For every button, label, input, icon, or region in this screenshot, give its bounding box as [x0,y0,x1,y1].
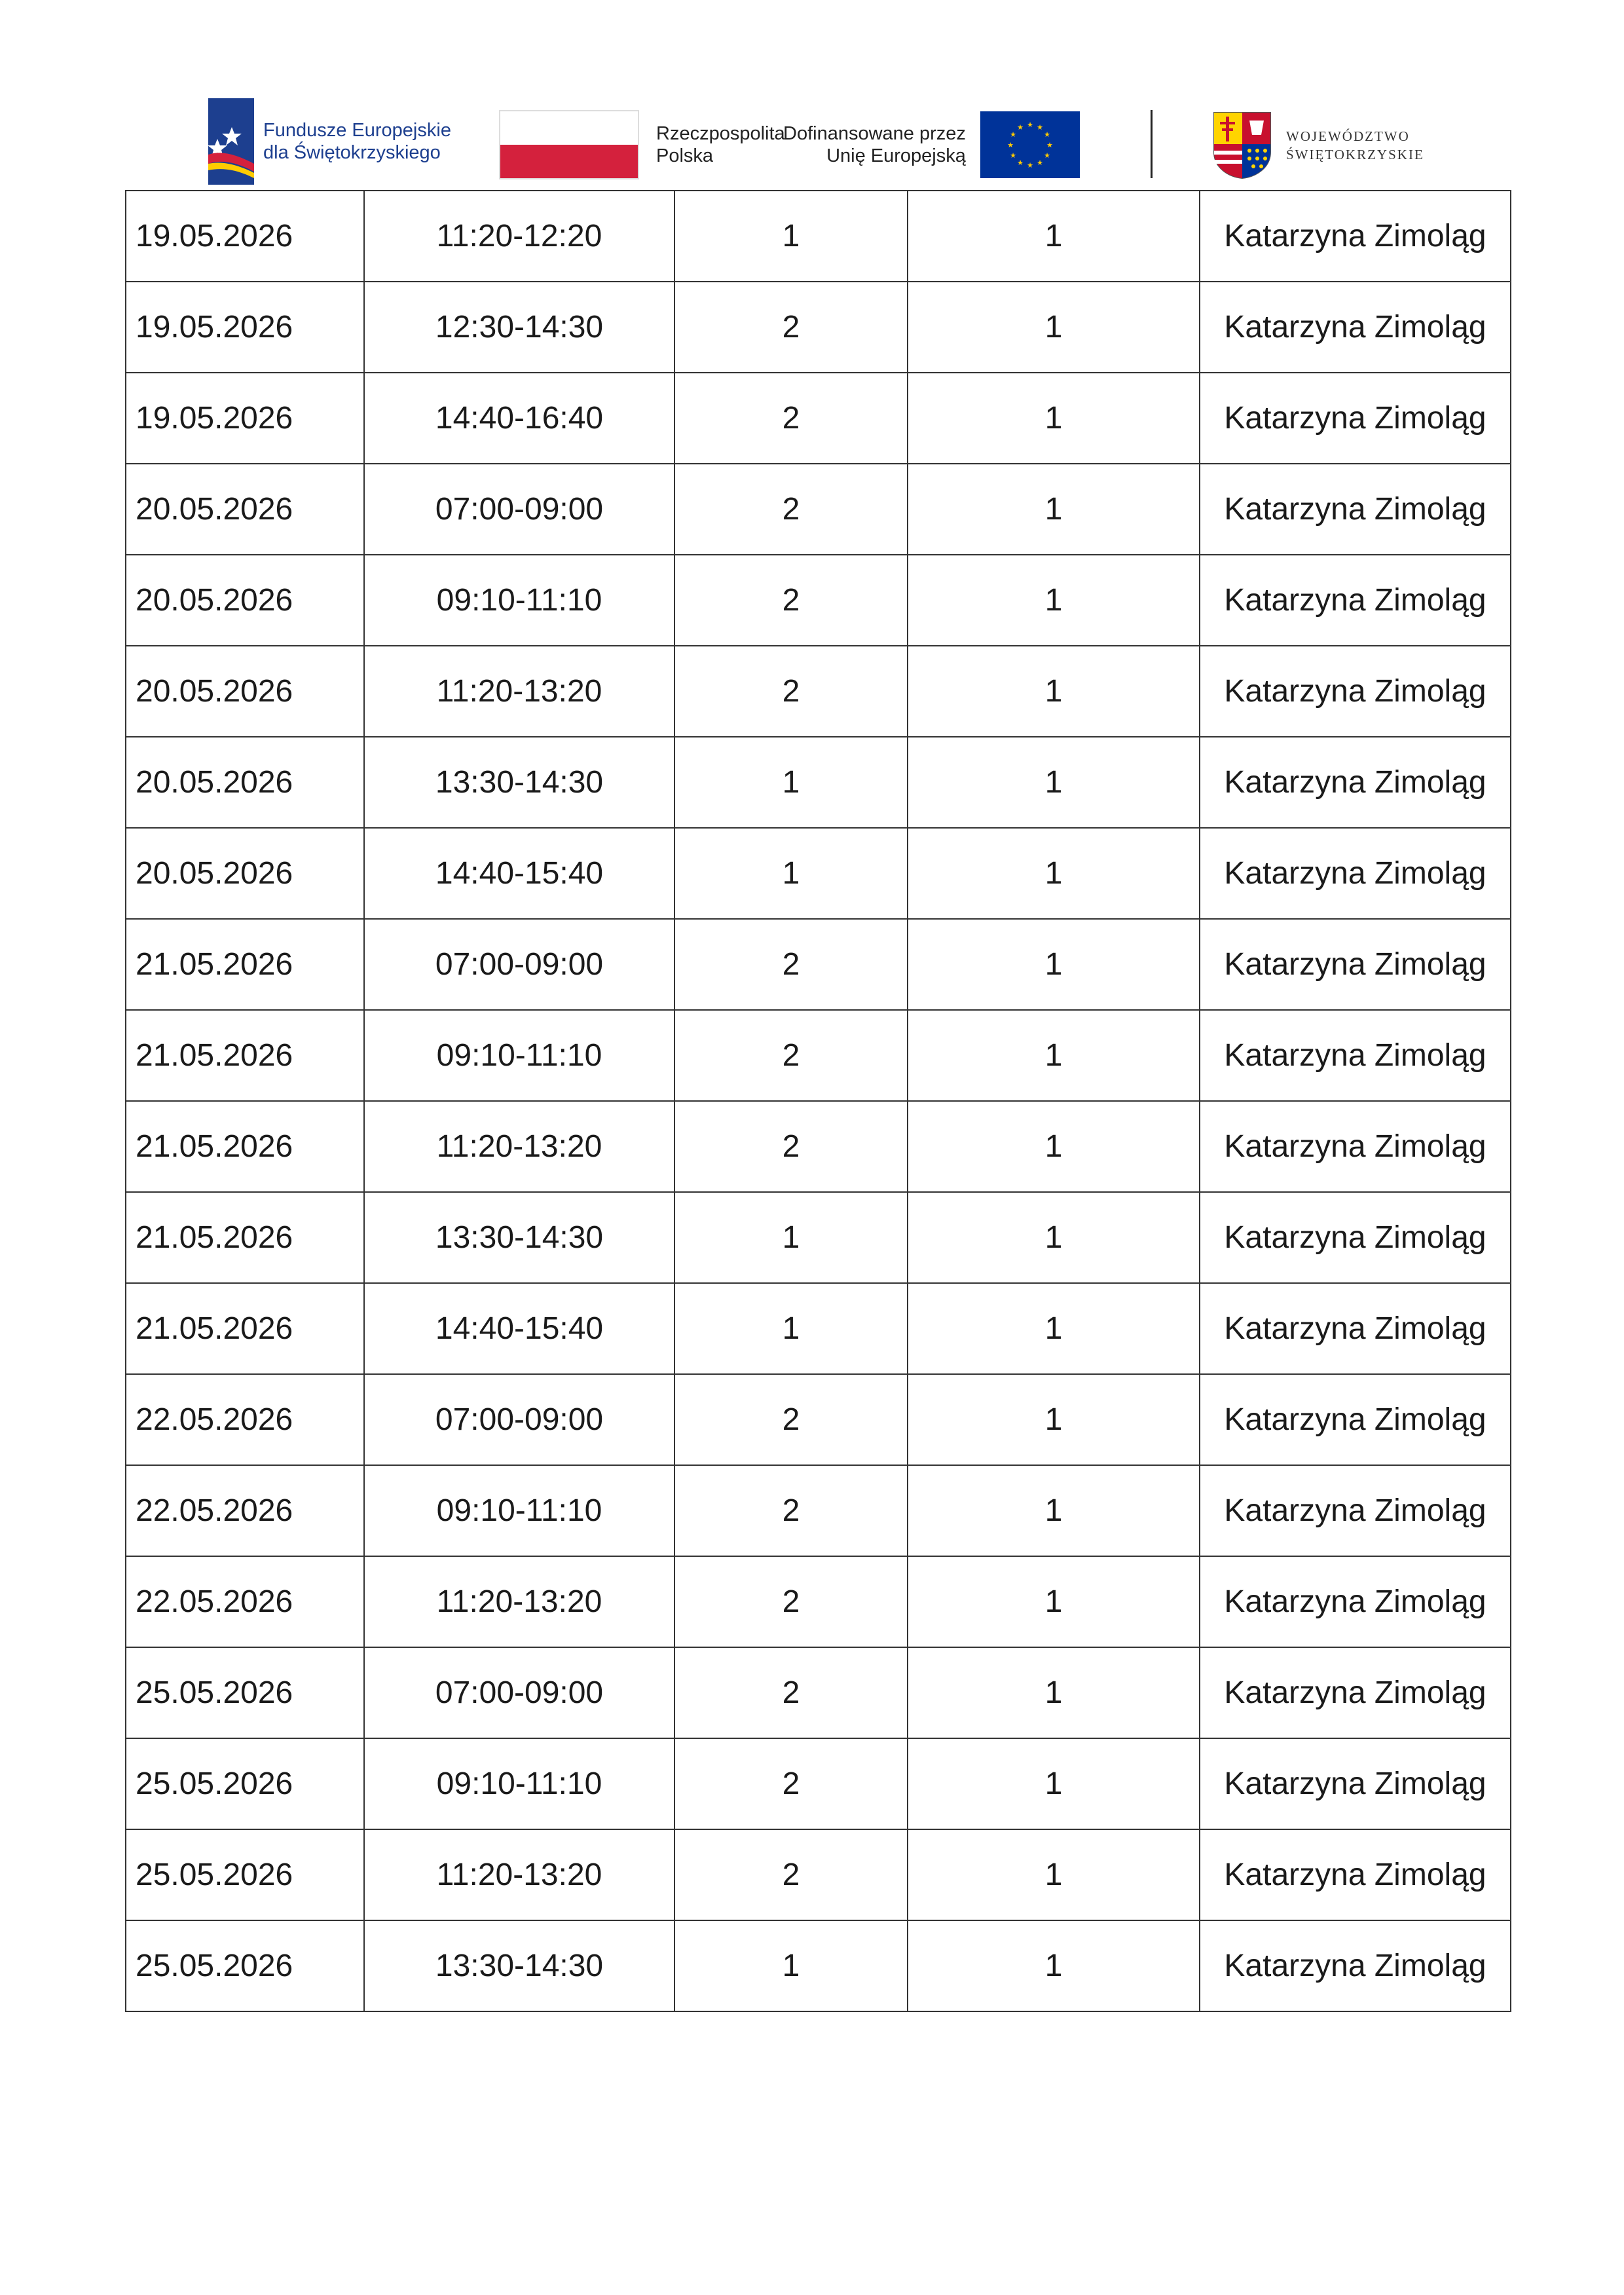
teacher-name-cell: Katarzyna Zimoląg [1200,1101,1511,1192]
coat-of-arms-icon [1213,111,1272,179]
svg-text:★: ★ [1036,123,1043,132]
ue-line-2: Unię Europejską [826,145,966,166]
time-range-cell: 11:20-13:20 [364,1829,674,1920]
teacher-name-cell: Katarzyna Zimoląg [1200,373,1511,464]
group-cell: 1 [908,919,1200,1010]
svg-text:★: ★ [1043,130,1050,139]
svg-text:★: ★ [1016,159,1024,167]
table-row [126,373,1511,464]
date-cell: 22.05.2026 [126,1556,364,1647]
time-range-cell: 13:30-14:30 [364,1920,674,2011]
date-cell: 22.05.2026 [126,1374,364,1465]
svg-text:★: ★ [1046,141,1053,149]
group-cell: 1 [908,1465,1200,1556]
hours-cell: 2 [674,1010,908,1101]
table-row [126,282,1511,373]
time-range-cell: 11:20-13:20 [364,646,674,737]
sw-text [1286,127,1424,164]
group-cell: 1 [908,464,1200,555]
teacher-name-cell: Katarzyna Zimoląg [1200,1738,1511,1829]
table-row [126,646,1511,737]
teacher-name-cell: Katarzyna Zimoląg [1200,737,1511,828]
date-cell: 25.05.2026 [126,1738,364,1829]
teacher-name-cell: Katarzyna Zimoląg [1200,828,1511,919]
date-cell: 20.05.2026 [126,646,364,737]
group-cell: 1 [908,828,1200,919]
hours-cell: 2 [674,1101,908,1192]
table-row [126,1920,1511,2011]
hours-cell: 2 [674,282,908,373]
date-cell: 20.05.2026 [126,828,364,919]
date-cell: 21.05.2026 [126,1283,364,1374]
svg-text:★: ★ [1006,141,1014,149]
rzeczpospolita-polska-logo [499,110,785,179]
group-cell: 1 [908,1556,1200,1647]
svg-text:★: ★ [1009,130,1016,139]
hours-cell: 2 [674,1465,908,1556]
group-cell: 1 [908,1920,1200,2011]
polish-flag-icon [499,110,639,179]
group-cell: 1 [908,1192,1200,1283]
teacher-name-cell: Katarzyna Zimoląg [1200,919,1511,1010]
fundusze-europejskie-logo [208,98,451,185]
group-cell: 1 [908,1374,1200,1465]
group-cell: 1 [908,737,1200,828]
teacher-name-cell: Katarzyna Zimoląg [1200,282,1511,373]
ue-line-1: Dofinansowane przez [783,123,966,144]
hours-cell: 2 [674,464,908,555]
time-range-cell: 07:00-09:00 [364,464,674,555]
table-row [126,464,1511,555]
date-cell: 19.05.2026 [126,373,364,464]
schedule-table-body [126,191,1511,2011]
rp-line-2: Polska [656,145,714,166]
group-cell: 1 [908,1738,1200,1829]
teacher-name-cell: Katarzyna Zimoląg [1200,464,1511,555]
svg-text:★: ★ [1036,159,1043,167]
time-range-cell: 11:20-13:20 [364,1101,674,1192]
hours-cell: 2 [674,1374,908,1465]
table-row [126,1829,1511,1920]
table-row [126,919,1511,1010]
table-row [126,1465,1511,1556]
group-cell: 1 [908,1101,1200,1192]
table-row [126,1101,1511,1192]
date-cell: 20.05.2026 [126,464,364,555]
table-row [126,737,1511,828]
hours-cell: 2 [674,1829,908,1920]
time-range-cell: 09:10-11:10 [364,555,674,646]
time-range-cell: 14:40-15:40 [364,828,674,919]
hours-cell: 2 [674,1556,908,1647]
hours-cell: 2 [674,646,908,737]
date-cell: 21.05.2026 [126,1101,364,1192]
rp-text [656,122,785,167]
svg-text:★: ★ [1026,121,1033,129]
hours-cell: 2 [674,1647,908,1738]
ue-text [783,122,980,167]
table-row [126,828,1511,919]
time-range-cell: 11:20-12:20 [364,191,674,282]
hours-cell: 1 [674,191,908,282]
unia-europejska-logo [783,111,1080,178]
table-row [126,1283,1511,1374]
hours-cell: 1 [674,828,908,919]
teacher-name-cell: Katarzyna Zimoląg [1200,1283,1511,1374]
group-cell: 1 [908,1010,1200,1101]
time-range-cell: 13:30-14:30 [364,737,674,828]
time-range-cell: 07:00-09:00 [364,1374,674,1465]
time-range-cell: 11:20-13:20 [364,1556,674,1647]
hours-cell: 2 [674,1738,908,1829]
time-range-cell: 09:10-11:10 [364,1010,674,1101]
date-cell: 21.05.2026 [126,1192,364,1283]
teacher-name-cell: Katarzyna Zimoląg [1200,555,1511,646]
group-cell: 1 [908,373,1200,464]
date-cell: 25.05.2026 [126,1920,364,2011]
time-range-cell: 07:00-09:00 [364,919,674,1010]
hours-cell: 1 [674,1920,908,2011]
date-cell: 20.05.2026 [126,737,364,828]
hours-cell: 2 [674,555,908,646]
fe-star-emblem-icon [208,98,254,185]
fe-text [263,119,451,164]
sw-line-1: WOJEWÓDZTWO [1286,128,1410,144]
svg-text:★: ★ [1026,161,1033,170]
time-range-cell: 12:30-14:30 [364,282,674,373]
svg-text:★: ★ [1016,123,1024,132]
date-cell: 21.05.2026 [126,919,364,1010]
date-cell: 21.05.2026 [126,1010,364,1101]
eu-flag-icon [980,111,1080,178]
date-cell: 25.05.2026 [126,1647,364,1738]
funding-logos-header [0,0,1624,190]
svg-text:★: ★ [1009,151,1016,160]
schedule-table [125,190,1511,2012]
teacher-name-cell: Katarzyna Zimoląg [1200,1010,1511,1101]
rp-line-1: Rzeczpospolita [656,123,785,144]
time-range-cell: 09:10-11:10 [364,1465,674,1556]
teacher-name-cell: Katarzyna Zimoląg [1200,646,1511,737]
time-range-cell: 07:00-09:00 [364,1647,674,1738]
table-row [126,1010,1511,1101]
date-cell: 19.05.2026 [126,191,364,282]
group-cell: 1 [908,1829,1200,1920]
table-row [126,1192,1511,1283]
date-cell: 25.05.2026 [126,1829,364,1920]
logo-separator [1151,110,1153,178]
teacher-name-cell: Katarzyna Zimoląg [1200,1374,1511,1465]
date-cell: 19.05.2026 [126,282,364,373]
table-row [126,555,1511,646]
group-cell: 1 [908,282,1200,373]
teacher-name-cell: Katarzyna Zimoląg [1200,1829,1511,1920]
table-row [126,191,1511,282]
group-cell: 1 [908,555,1200,646]
date-cell: 20.05.2026 [126,555,364,646]
date-cell: 22.05.2026 [126,1465,364,1556]
group-cell: 1 [908,1647,1200,1738]
table-row [126,1556,1511,1647]
table-row [126,1374,1511,1465]
teacher-name-cell: Katarzyna Zimoląg [1200,1647,1511,1738]
table-row [126,1647,1511,1738]
time-range-cell: 09:10-11:10 [364,1738,674,1829]
sw-line-2: ŚWIĘTOKRZYSKIE [1286,147,1424,162]
fe-line-2: dla Świętokrzyskiego [263,142,441,163]
teacher-name-cell: Katarzyna Zimoląg [1200,1556,1511,1647]
hours-cell: 1 [674,1283,908,1374]
teacher-name-cell: Katarzyna Zimoląg [1200,1465,1511,1556]
group-cell: 1 [908,646,1200,737]
time-range-cell: 14:40-16:40 [364,373,674,464]
group-cell: 1 [908,191,1200,282]
hours-cell: 2 [674,919,908,1010]
svg-text:★: ★ [1043,151,1050,160]
fe-line-1: Fundusze Europejskie [263,120,451,141]
teacher-name-cell: Katarzyna Zimoląg [1200,1192,1511,1283]
wojewodztwo-swietokrzyskie-logo [1213,111,1424,179]
time-range-cell: 13:30-14:30 [364,1192,674,1283]
table-row [126,1738,1511,1829]
time-range-cell: 14:40-15:40 [364,1283,674,1374]
hours-cell: 1 [674,1192,908,1283]
hours-cell: 2 [674,373,908,464]
hours-cell: 1 [674,737,908,828]
group-cell: 1 [908,1283,1200,1374]
teacher-name-cell: Katarzyna Zimoląg [1200,1920,1511,2011]
teacher-name-cell: Katarzyna Zimoląg [1200,191,1511,282]
